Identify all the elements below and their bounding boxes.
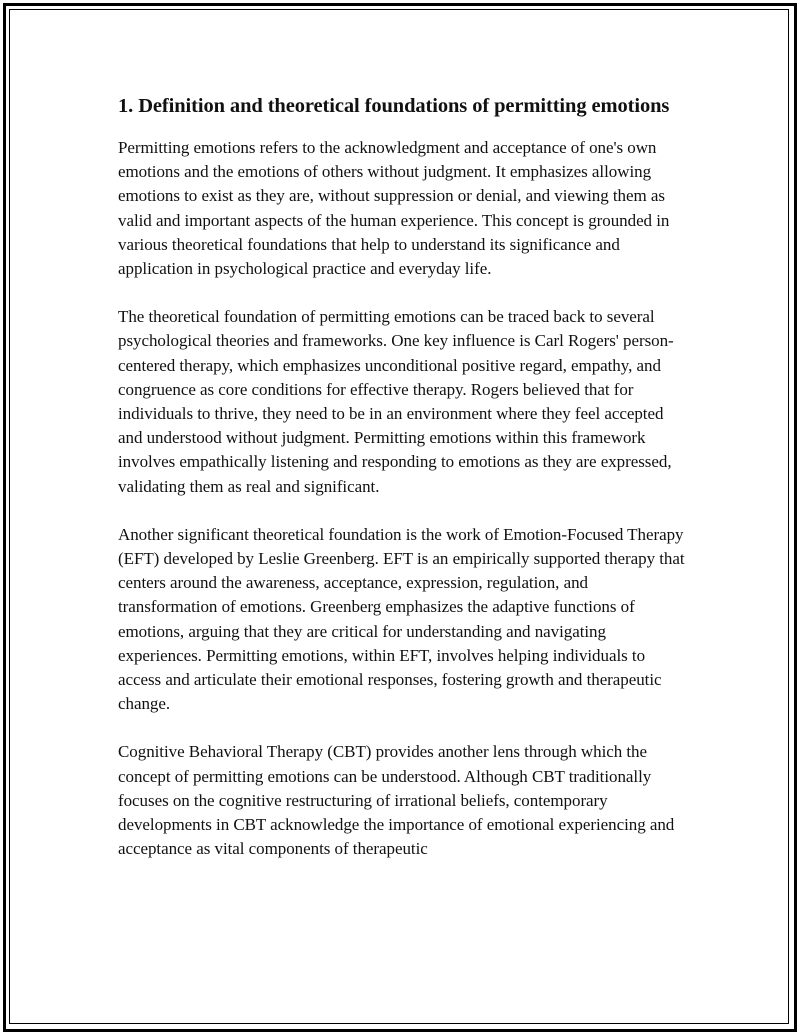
- paragraph-2: The theoretical foundation of permitting emotions can be traced back to several psychological theories and frameworks. One key influence is Carl Rogers' person-centered therapy, which emphasizes unconditional positive regard, empathy, and congruence as core conditions for effective therapy. Rogers believed that for individuals to thrive, they need to be in an environment where they feel accepted and understood without judgment. Permitting emotions within this framework involves empathically listening and responding to emotions as they are expressed, validating them as real and significant.: [118, 307, 674, 496]
- paragraph-4: Cognitive Behavioral Therapy (CBT) provides another lens through which the concept of permitting emotions can be understood. Although CBT traditionally focuses on the cognitive restructuring of irrational beliefs, contemporary developments in CBT acknowledge the importance of emotional experiencing and acceptance as vital components of therapeutic: [118, 742, 675, 859]
- document-body: [118, 93, 690, 885]
- paragraph-3: Another significant theoretical foundation is the work of Emotion-Focused Therapy (EFT) developed by Leslie Greenberg. EFT is an empirically supported therapy that centers around the awareness, acceptance, expression, regulation, and transformation of emotions. Greenberg emphasizes the adaptive functions of emotions, arguing that they are critical for understanding and navigating experiences. Permitting emotions, within EFT, involves helping individuals to access and articulate their emotional responses, fostering growth and therapeutic change.: [118, 524, 685, 714]
- section-heading: 1. Definition and theoretical foundations of permitting emotions: [118, 95, 670, 117]
- paragraph-1: Permitting emotions refers to the acknowledgment and acceptance of one's own emotions and the emotions of others without judgment. It emphasizes allowing emotions to exist as they are, without suppression or denial, and viewing them as valid and important aspects of the human experience. This concept is grounded in various theoretical foundations that help to understand its significance and application in psychological practice and everyday life.: [118, 138, 670, 279]
